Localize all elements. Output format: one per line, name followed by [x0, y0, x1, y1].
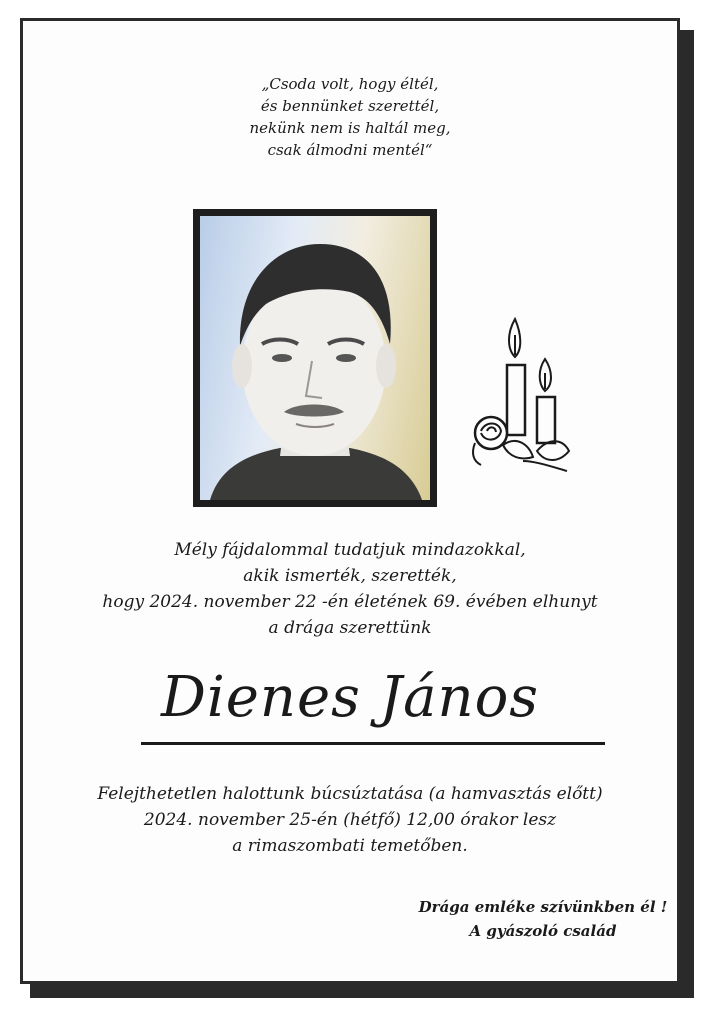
deceased-name: Dienes János: [160, 665, 540, 730]
closing-note: [413, 895, 673, 943]
quote-line: „Csoda volt, hogy éltél,: [261, 75, 439, 93]
name-underline: [141, 742, 605, 745]
announcement-line: akik ismerték, szerették,: [243, 566, 457, 586]
quote-line: csak álmodni mentél“: [267, 141, 433, 159]
funeral-details: [23, 781, 677, 859]
funeral-line: Felejthetetlen halottunk búcsúztatása (a hamvasztás előtt): [97, 784, 603, 804]
funeral-line: 2024. november 25-én (hétfő) 12,00 órakor lesz: [143, 810, 557, 830]
announcement-line: Mély fájdalommal tudatjuk mindazokkal,: [174, 540, 526, 560]
candles-with-roses-icon: [463, 311, 579, 476]
quote-line: és bennünket szerettél,: [260, 97, 440, 115]
death-announcement: [23, 537, 677, 641]
funeral-line: a rimaszombati temetőben.: [232, 836, 468, 856]
portrait-frame: [193, 209, 437, 507]
obituary-card: [20, 18, 680, 984]
quote-line: nekünk nem is haltál meg,: [249, 119, 451, 137]
memorial-quote: [23, 73, 677, 161]
announcement-line: a drága szerettünk: [268, 618, 432, 638]
closing-line: Drága emléke szívünkben él !: [418, 898, 668, 916]
closing-signature: A gyászoló család: [469, 922, 617, 940]
portrait-photo: [200, 216, 430, 500]
announcement-line: hogy 2024. november 22 -én életének 69. évében elhunyt: [102, 592, 598, 612]
